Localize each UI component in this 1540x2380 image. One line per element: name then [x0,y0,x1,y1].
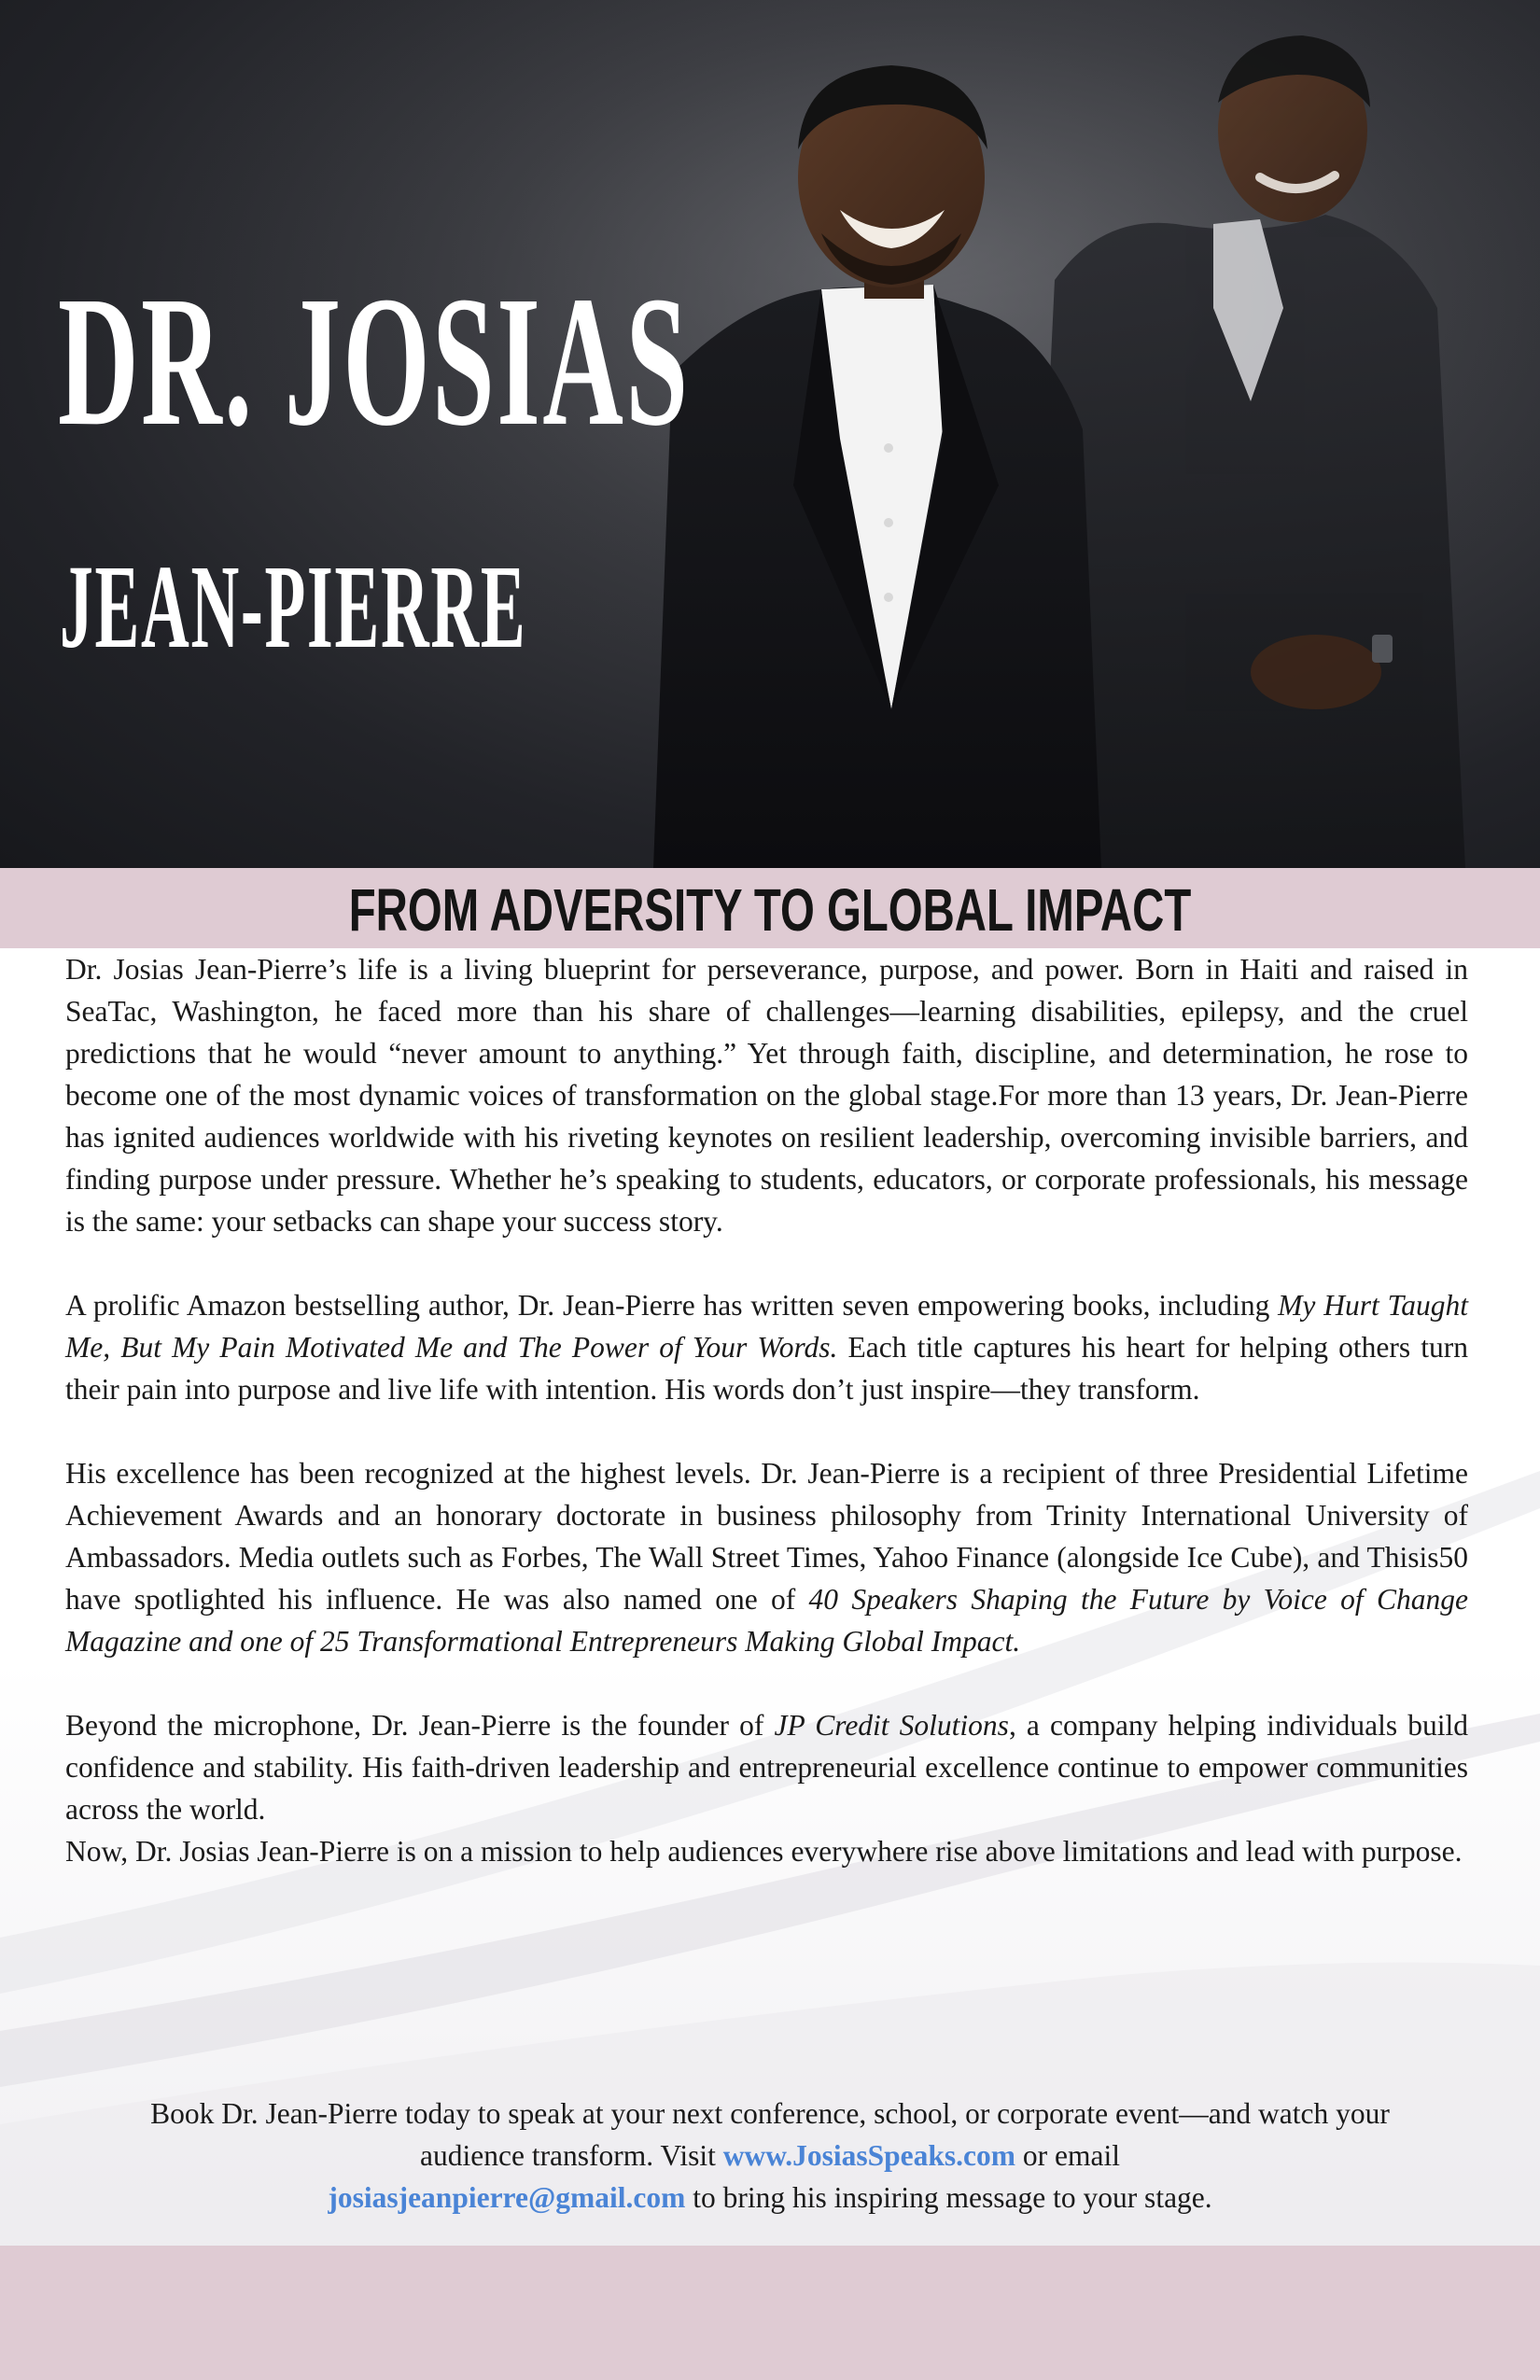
bio-paragraph-4 [65,1704,1468,1830]
booking-call-to-action [103,2093,1437,2219]
recognition-titles: 40 Speakers Shaping the Future by Voice of Change Magazine and one of 25 Transformational Entrepreneurs Making Global Impact. [65,1583,1468,1658]
speaker-first-name: DR. JOSIAS [58,259,691,465]
section-banner [0,868,1540,948]
cta-tail: to bring his inspiring message to your stage. [685,2181,1212,2214]
bio-paragraph-2-tail: Each title captures his heart for helping others turn their pain into purpose and live life with intention. His words don’t just inspire—they transform. [65,1331,1468,1406]
footer-band [0,2246,1540,2380]
email-link[interactable]: josiasjeanpierre@gmail.com [328,2181,686,2214]
bio-paragraph-3 [65,1452,1468,1662]
bio-paragraph-2-lead: A prolific Amazon bestselling author, Dr. Jean-Pierre has written seven empowering books, including [65,1289,1279,1322]
bio-paragraph-5: Now, Dr. Josias Jean-Pierre is on a mission to help audiences everywhere rise above limitations and lead with purpose. [65,1835,1463,1868]
hero-section [0,0,1540,868]
bio-paragraph-4-lead: Beyond the microphone, Dr. Jean-Pierre is the founder of [65,1709,775,1742]
bio-paragraph-1: Dr. Josias Jean-Pierre’s life is a living blueprint for perseverance, purpose, and power. Born in Haiti and raised in SeaTac, Washington, he faced more than his share of challenges—learning disabilities, epilepsy, and the cruel predictions that he would “never amount to anything.” Yet through faith, discipline, and determination, he rose to become one of the most dynamic voices of transformation on the global stage.For more than 13 years, Dr. Jean-Pierre has ignited audiences worldwide with his riveting keynotes on resilient leadership, overcoming invisible barriers, and finding purpose under pressure. Whether he’s speaking to students, educators, or corporate professionals, his message is the same: your setbacks can shape your success story. [65,953,1468,1238]
section-title: FROM ADVERSITY TO GLOBAL IMPACT [348,876,1192,944]
website-link[interactable]: www.JosiasSpeaks.com [722,2139,1016,2172]
bio-content [65,948,1468,1872]
book-titles: My Hurt Taught Me, But My Pain Motivated Me and The Power of Your Words. [65,1289,1468,1364]
company-name: JP Credit Solutions [774,1709,1009,1742]
bio-paragraph-2 [65,1284,1468,1410]
bio-paragraph-3-lead: His excellence has been recognized at the highest levels. Dr. Jean-Pierre is a recipient of three Presidential Lifetime Achievement Awards and an honorary doctorate in business philosophy from Trinity International University of Ambassadors. Media outlets such as Forbes, The Wall Street Times, Yahoo Finance (alongside Ice Cube), and Thisis50 have spotlighted his influence. He was also named one of [65,1457,1468,1616]
cta-lead: Book Dr. Jean-Pierre today to speak at your next conference, school, or corporate event—and watch your audience transform. Visit [150,2097,1390,2172]
speaker-last-name: JEAN-PIERRE [60,540,527,673]
bio-section [0,948,1540,2246]
bio-paragraph-4-tail: , a company helping individuals build confidence and stability. His faith-driven leadership and entrepreneurial excellence continue to empower communities across the world. [65,1709,1469,1826]
cta-middle: or email [1015,2139,1120,2172]
